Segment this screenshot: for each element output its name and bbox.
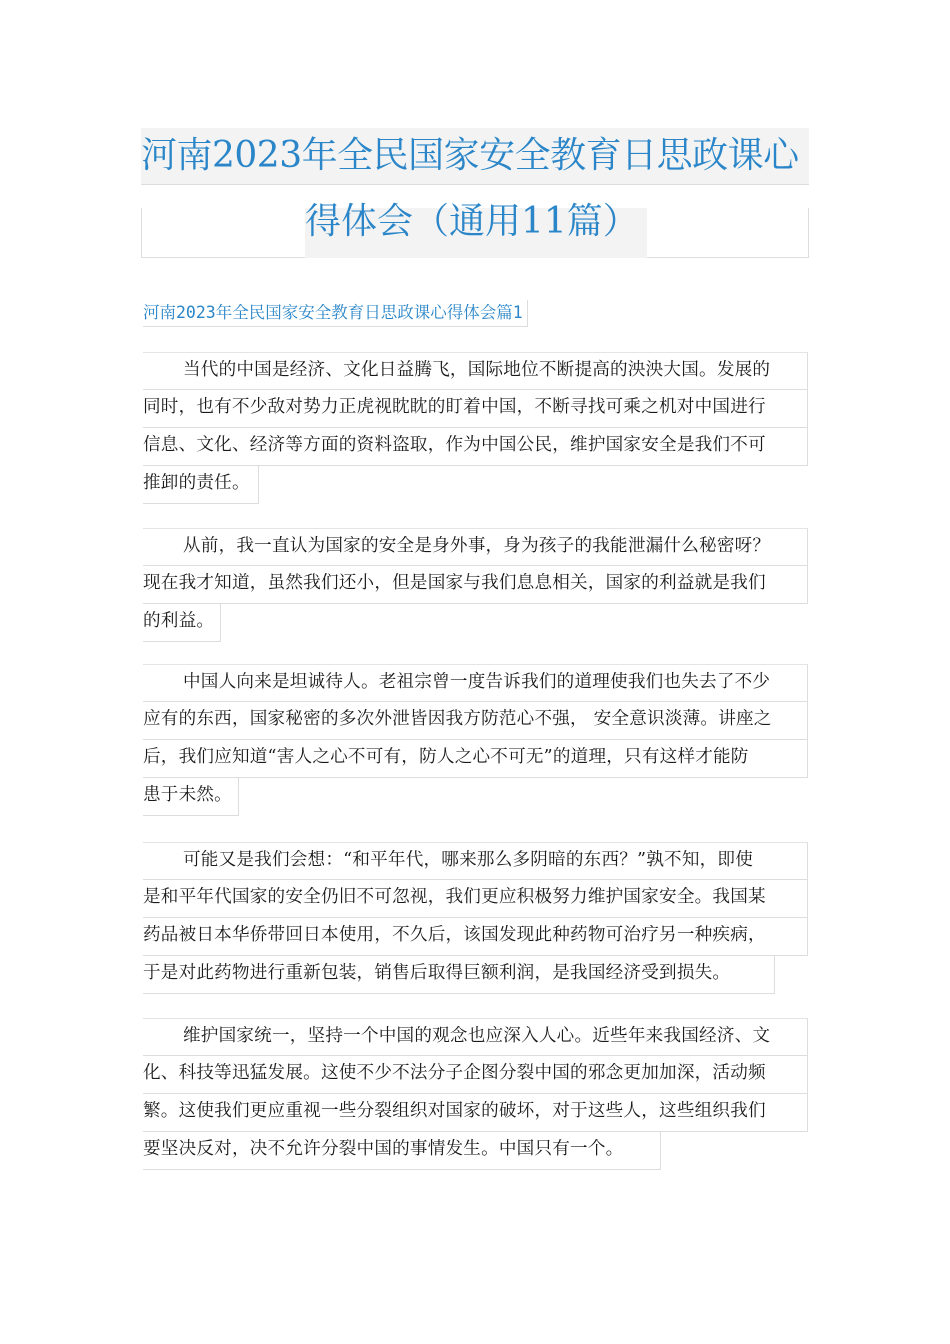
paragraph-line: 信息、文化、经济等方面的资料盗取，作为中国公民，维护国家安全是我们不可: [143, 428, 808, 466]
paragraph-line: 可能又是我们会想：“和平年代，哪来那么多阴暗的东西？”孰不知，即使: [143, 842, 808, 880]
paragraph-line: 是和平年代国家的安全仍旧不可忽视，我们更应积极努力维护国家安全。我国某: [143, 880, 808, 918]
paragraph-line: 于是对此药物进行重新包装，销售后取得巨额利润，是我国经济受到损失。: [143, 956, 775, 994]
paragraph-line: 药品被日本华侨带回日本使用，不久后，该国发现此种药物可治疗另一种疾病，: [143, 918, 808, 956]
paragraph-5: [143, 1018, 808, 1174]
paragraph-line: 中国人向来是坦诚待人。老祖宗曾一度告诉我们的道理使我们也失去了不少: [143, 664, 808, 702]
paragraph-line: 要坚决反对，决不允许分裂中国的事情发生。中国只有一个。: [143, 1132, 661, 1170]
title-line-1: 河南2023年全民国家安全教育日思政课心: [141, 128, 809, 185]
paragraph-line: 的利益。: [143, 604, 221, 642]
paragraph-line: 应有的东西，国家秘密的多次外泄皆因我方防范心不强， 安全意识淡薄。讲座之: [143, 702, 808, 740]
paragraph-1: [143, 352, 808, 508]
paragraph-line: 同时，也有不少敌对势力正虎视眈眈的盯着中国，不断寻找可乘之机对中国进行: [143, 390, 808, 428]
paragraph-line: 化、科技等迅猛发展。这使不少不法分子企图分裂中国的邪念更加加深，活动频: [143, 1056, 808, 1094]
paragraph-4: [143, 842, 808, 998]
paragraph-2: [143, 528, 808, 646]
section-heading: 河南2023年全民国家安全教育日思政课心得体会篇1: [143, 300, 528, 327]
paragraph-line: 从前，我一直认为国家的安全是身外事，身为孩子的我能泄漏什么秘密呀？: [143, 528, 808, 566]
document-title: [141, 120, 809, 259]
paragraph-line: 维护国家统一，坚持一个中国的观念也应深入人心。近些年来我国经济、文: [143, 1018, 808, 1056]
paragraph-line: 现在我才知道，虽然我们还小，但是国家与我们息息相关，国家的利益就是我们: [143, 566, 808, 604]
paragraph-line: 繁。这使我们更应重视一些分裂组织对国家的破坏，对于这些人，这些组织我们: [143, 1094, 808, 1132]
title-line-2-frame: [141, 201, 809, 258]
title-line-2: 得体会（通用11篇）: [305, 208, 647, 258]
paragraph-3: [143, 664, 808, 820]
paragraph-line: 患于未然。: [143, 778, 239, 816]
paragraph-line: 当代的中国是经济、文化日益腾飞，国际地位不断提高的泱泱大国。发展的: [143, 352, 808, 390]
paragraph-line: 推卸的责任。: [143, 466, 259, 504]
paragraph-line: 后，我们应知道“害人之心不可有，防人之心不可无”的道理，只有这样才能防: [143, 740, 808, 778]
